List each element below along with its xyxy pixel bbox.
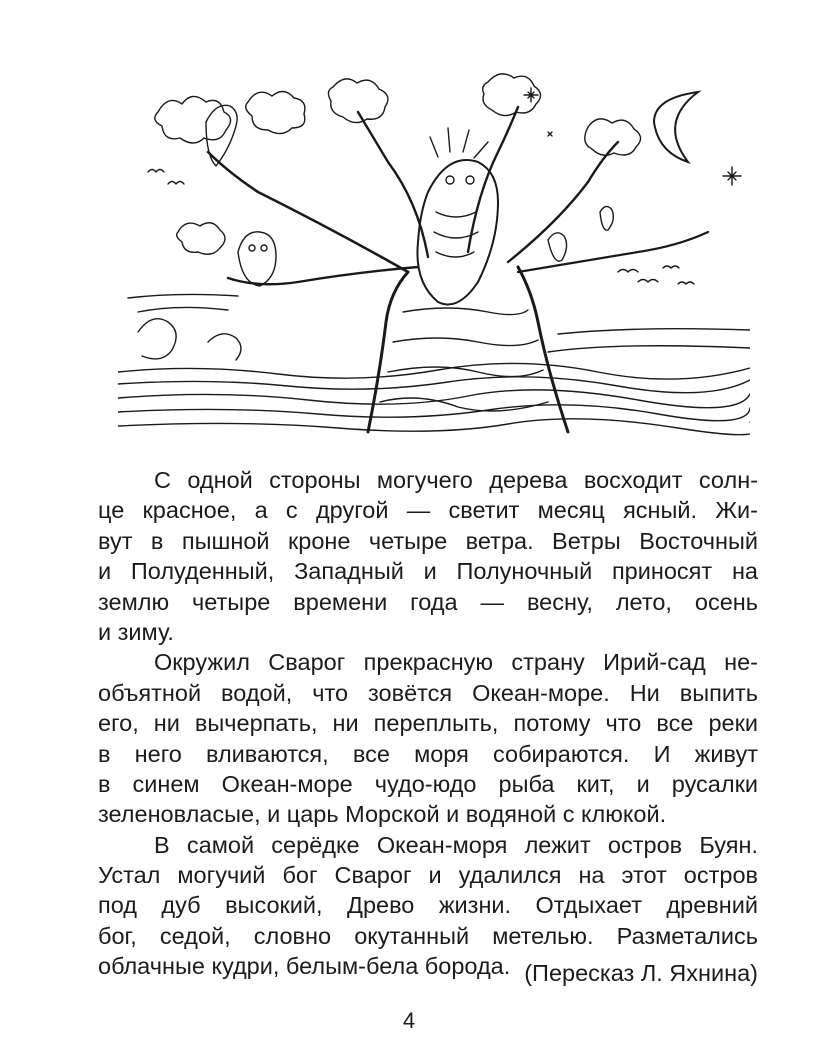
text-line: под дуб высокий, Древо жизни. Отдыхает древний [98, 892, 758, 919]
text-line: в него вливаются, все моря собираются. И живут [98, 740, 758, 767]
text-line: в синем Океан-море чудо-юдо рыба кит, и русалки [98, 770, 758, 797]
text-line: бог, седой, словно окутанный метелью. Разметались [98, 922, 758, 949]
text-line: В самой серёдке Океан-моря лежит остров Буян. [154, 831, 758, 858]
paragraph-3 [98, 830, 758, 982]
text-line: землю четыре времени года — весну, лето, осень [98, 588, 758, 615]
text-line: и Полуденный, Западный и Полуночный приносят на [98, 558, 758, 585]
text-line: Устал могучий бог Сварог и удалился на этот остров [98, 862, 758, 889]
text-line: облачные кудри, белым-бела борода. [98, 953, 511, 980]
text-line: Окружил Сварог прекрасную страну Ирий-сад не- [154, 649, 758, 676]
text-line: зеленовласые, и царь Морской и водяной с клюкой. [98, 801, 667, 828]
tree-of-life-illustration [118, 72, 750, 440]
text-line: це красное, а с другой — светит месяц ясный. Жи- [98, 497, 758, 524]
tree-engraving-drawing [118, 72, 750, 440]
text-line: вут в пышной кроне четыре ветра. Ветры Восточный [98, 527, 758, 554]
text-line: объятной водой, что зовётся Океан-море. Ни выпить [98, 679, 758, 706]
text-line: и зиму. [98, 618, 174, 645]
page-number: 4 [402, 1008, 416, 1033]
paragraph-1 [98, 465, 758, 647]
attribution: (Пересказ Л. Яхнина) [524, 960, 758, 986]
story-text [98, 465, 758, 982]
paragraph-2 [98, 647, 758, 829]
text-line: его, ни вычерпать, ни переплыть, потому что все реки [98, 710, 758, 737]
text-line: С одной стороны могучего дерева восходит солн- [154, 467, 758, 493]
